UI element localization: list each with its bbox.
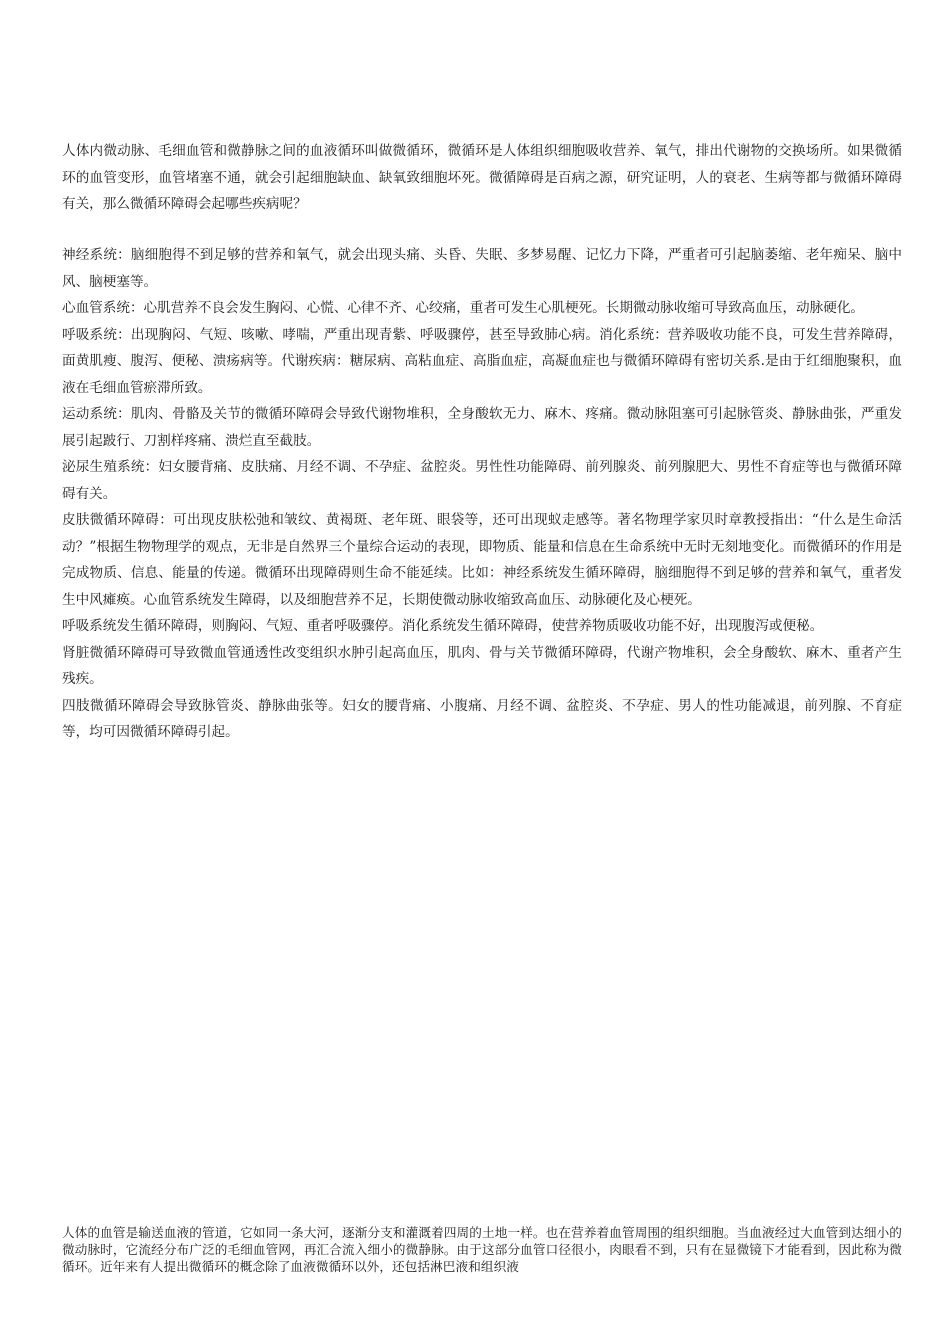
paragraph-respiratory-disorder: 呼吸系统发生循环障碍，则胸闷、气短、重者呼吸骤停。消化系统发生循环障碍，使营养物质吸收功能不好，出现腹泻或便秘。 [62, 618, 824, 634]
paragraph-nervous-system: 神经系统：脑细胞得不到足够的营养和氧气，就会出现头痛、头昏、失眠、多梦易醒、记忆力下降，严重者可引起脑萎缩、老年痴呆、脑中风、脑梗塞等。 [62, 247, 902, 290]
paragraph-kidney-microcirculation: 肾脏微循环障碍可导致微血管通透性改变组织水肿引起高血压，肌肉、骨与关节微循环障碍，代谢产物堆积，会全身酸软、麻木、重者产生残疾。 [62, 644, 902, 687]
systems-section [62, 242, 902, 746]
bottom-paragraph: 人体的血管是输送血液的管道，它如同一条大河，逐渐分支和灌溉着四周的土地一样。也在营养着血管周围的组织细胞。当血液经过大血管到达细小的微动脉时，它流经分布广泛的毛细血管网，再汇合流入细小的微静脉。由于这部分血管口径很小，肉眼看不到，只有在显微镜下才能看到，因此称为微循环。近年来有人提出微循环的概念除了血液微循环以外，还包括淋巴液和组织液 [62, 1225, 902, 1274]
paragraph-limb-microcirculation: 四肢微循环障碍会导致脉管炎、静脉曲张等。妇女的腰背痛、小腹痛、月经不调、盆腔炎、不孕症、男人的性功能减退，前列腺、不育症等，均可因微循环障碍引起。 [62, 697, 902, 740]
paragraph-skin-microcirculation: 皮肤微循环障碍：可出现皮肤松弛和皱纹、黄褐斑、老年斑、眼袋等，还可出现蚁走感等。著名物理学家贝时章教授指出：“什么是生命活动？”根据生物物理学的观点，无非是自然界三个量综合运动的表现，即物质、能量和信息在生命系统中无时无刻地变化。而微循环的作用是完成物质、信息、能量的传递。微循环出现障碍则生命不能延续。比如：神经系统发生循环障碍，脑细胞得不到足够的营养和氧气，重者发生中风瘫痪。心血管系统发生障碍，以及细胞营养不足，长期使微动脉收缩致高血压、动脉硬化及心梗死。 [62, 512, 902, 608]
bottom-section [62, 1224, 902, 1275]
paragraph-urogenital-system: 泌尿生殖系统：妇女腰背痛、皮肤痛、月经不调、不孕症、盆腔炎。男性性功能障碍、前列腺炎、前列腺肥大、男性不育症等也与微循环障碍有关。 [62, 459, 902, 502]
paragraph-respiratory-system: 呼吸系统：出现胸闷、气短、咳嗽、哮喘，严重出现青紫、呼吸骤停，甚至导致肺心病。消化系统：营养吸收功能不良，可发生营养障碍，面黄肌瘦、腹泻、便秘、溃疡病等。代谢疾病：糖尿病、高粘血症、高脂血症，高凝血症也与微循环障碍有密切关系.是由于红细胞聚积，血液在毛细血管瘀滞所致。 [62, 326, 902, 396]
intro-paragraph: 人体内微动脉、毛细血管和微静脉之间的血液循环叫做微循环，微循环是人体组织细胞吸收营养、氧气，排出代谢物的交换场所。如果微循环的血管变形，血管堵塞不通，就会引起细胞缺血、缺氧致细胞坏死。微循障碍是百病之源，研究证明，人的衰老、生病等都与微循环障碍有关，那么微循环障碍会起哪些疾病呢？ [62, 143, 902, 212]
paragraph-cardiovascular-system: 心血管系统：心肌营养不良会发生胸闷、心慌、心律不齐、心绞痛，重者可发生心肌梗死。长期微动脉收缩可导致高血压，动脉硬化。 [62, 300, 865, 316]
paragraph-motor-system: 运动系统：肌肉、骨骼及关节的微循环障碍会导致代谢物堆积，全身酸软无力、麻木、疼痛。微动脉阻塞可引起脉管炎、静脉曲张，严重发展引起跛行、刀割样疼痛、溃烂直至截肢。 [62, 406, 902, 449]
intro-section [62, 138, 902, 218]
